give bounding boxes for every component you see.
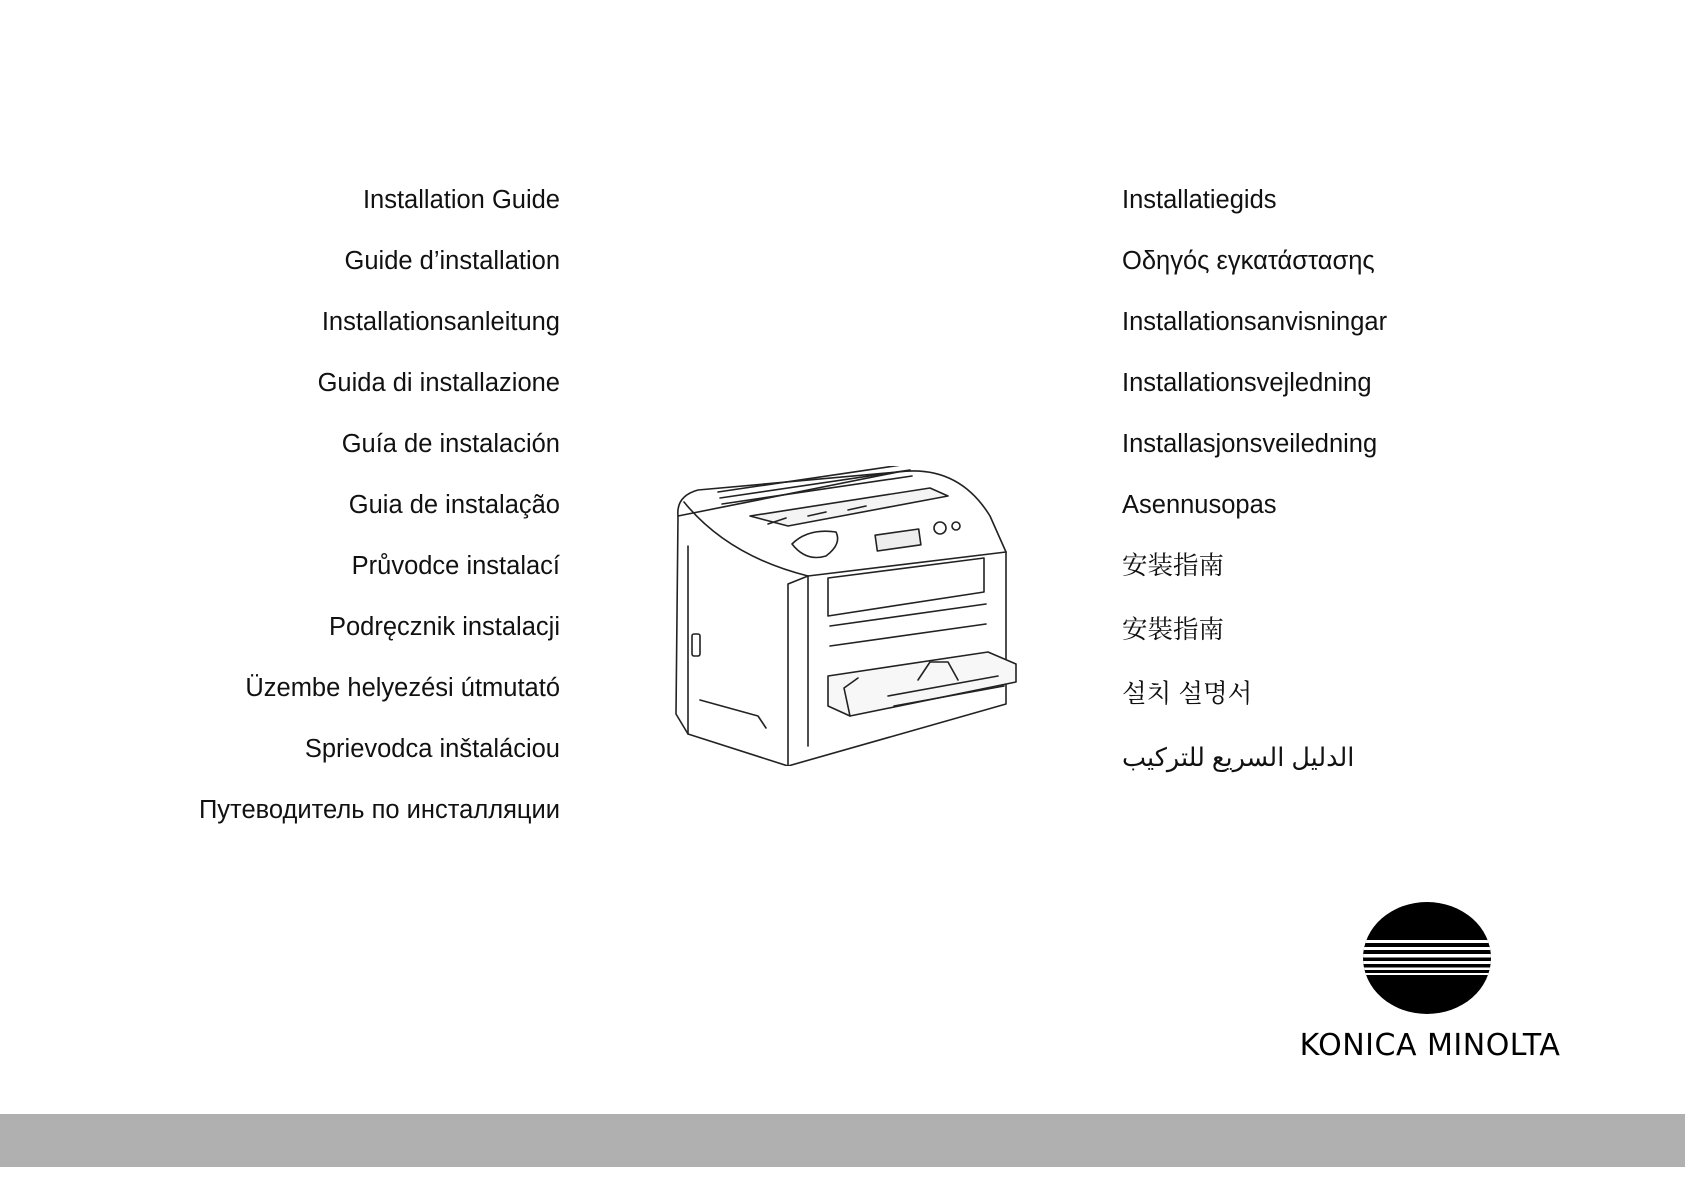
guide-title-el: Οδηγός εγκατάστασης	[1122, 247, 1375, 275]
guide-title-ru: Путеводитель по инсталляции	[198, 796, 560, 824]
guide-title-fi: Asennusopas	[1122, 491, 1277, 519]
printer-illustration	[668, 466, 1028, 766]
guide-title-cs: Průvodce instalací	[351, 552, 560, 580]
guide-title-nl: Installatiegids	[1122, 186, 1277, 214]
guide-title-fr: Guide d’installation	[344, 247, 560, 275]
footer-band	[0, 1114, 1685, 1167]
guide-title-en: Installation Guide	[362, 186, 560, 214]
guide-title-it: Guida di installazione	[317, 369, 560, 397]
guide-title-sk: Sprievodca inštaláciou	[304, 735, 560, 763]
guide-title-pl: Podręcznik instalacji	[328, 613, 560, 641]
guide-title-da: Installationsvejledning	[1122, 369, 1372, 397]
guide-title-ar: الدليل السريع للتركيب	[1122, 744, 1355, 772]
brand-wordmark: KONICA MINOLTA	[1299, 1028, 1561, 1063]
left-title-list	[0, 185, 560, 856]
guide-title-zh-tw: 安裝指南	[1122, 616, 1225, 644]
guide-title-no: Installasjonsveiledning	[1122, 430, 1378, 458]
guide-title-es: Guía de instalación	[341, 430, 560, 458]
guide-title-de: Installationsanleitung	[321, 308, 560, 336]
konica-minolta-logo	[1290, 900, 1570, 1070]
guide-title-pt: Guia de instalação	[348, 491, 560, 519]
guide-title-zh-cn: 安装指南	[1122, 552, 1225, 580]
guide-title-hu: Üzembe helyezési útmutató	[245, 674, 560, 702]
globe-logo-icon	[1362, 900, 1492, 1016]
guide-title-ko: 설치 설명서	[1122, 680, 1253, 708]
guide-title-sv: Installationsanvisningar	[1122, 308, 1388, 336]
right-title-list	[1122, 185, 1642, 804]
